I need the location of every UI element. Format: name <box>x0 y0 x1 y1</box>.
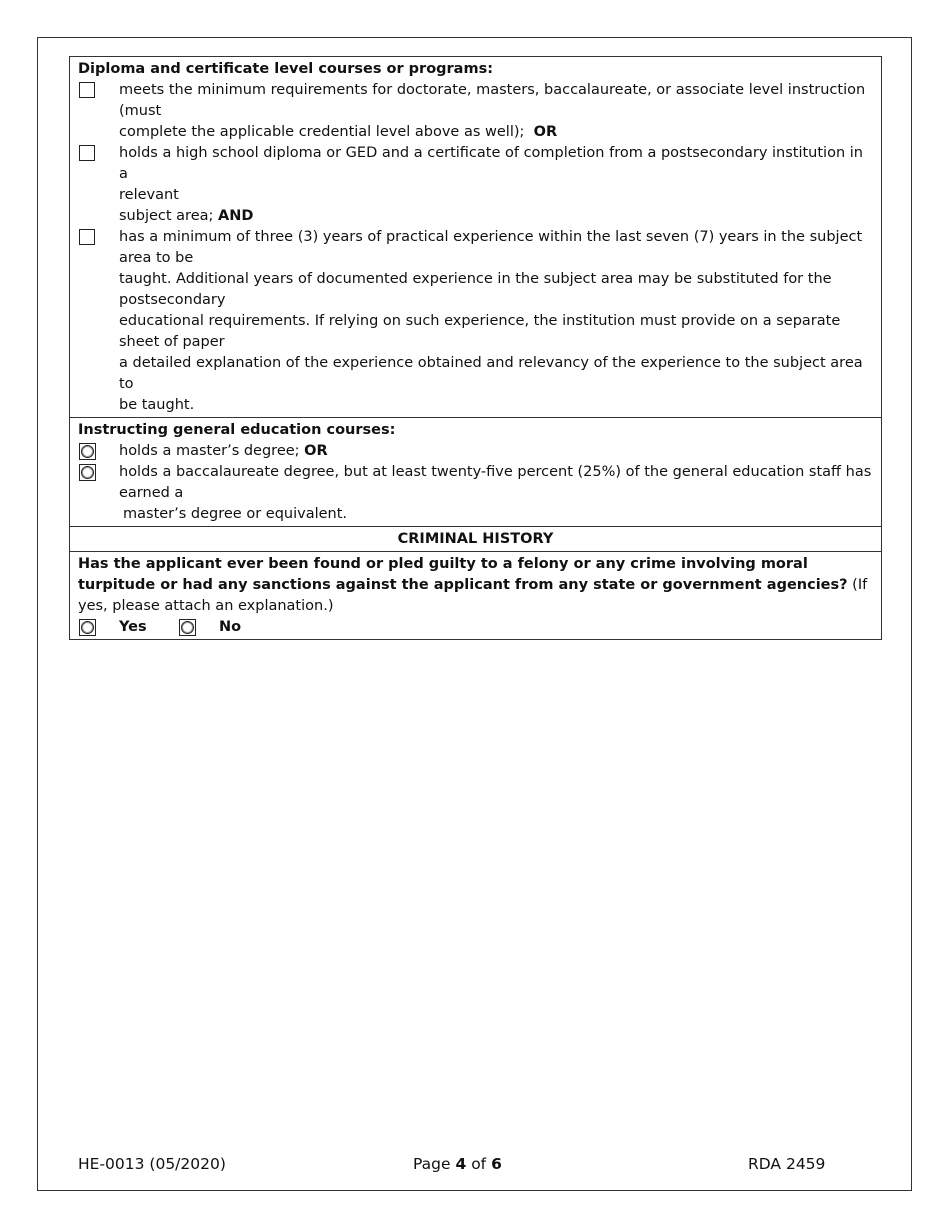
gen-ed-section <box>70 418 881 527</box>
diploma-option-2-line-2: relevant <box>119 187 179 203</box>
footer-page-prefix: Page <box>413 1155 451 1173</box>
diploma-option-1-line-3: complete the applicable credential level above as well); <box>119 124 525 140</box>
gen-ed-option-2 <box>78 462 873 504</box>
gen-ed-option-1-radio[interactable] <box>79 443 96 460</box>
diploma-option-2-checkbox[interactable] <box>79 145 95 161</box>
diploma-option-1-continued <box>78 122 873 143</box>
diploma-option-3-line-6: sheet of paper <box>119 334 225 350</box>
diploma-section <box>70 57 881 418</box>
gen-ed-option-1 <box>78 441 873 462</box>
gen-ed-section-title: Instructing general education courses: <box>78 422 396 438</box>
criminal-history-question: Has the applicant ever been found or pled guilty to a felony or any crime involving moral turpitude or had any sanctions against the applicant from any state or government agencies? <box>78 556 848 593</box>
diploma-option-3-line-7: a detailed explanation of the experience obtained and relevancy of the experience to the subject area to <box>119 355 863 392</box>
criminal-history-question-block <box>78 554 873 617</box>
gen-ed-option-2-line-3: master’s degree or equivalent. <box>123 506 348 522</box>
footer-form-id: HE-0013 (05/2020) <box>78 1155 226 1173</box>
yes-radio[interactable] <box>79 619 96 636</box>
gen-ed-option-1-text: holds a master’s degree; <box>119 443 300 459</box>
footer-page-number <box>413 1155 502 1173</box>
gen-ed-option-2-radio[interactable] <box>79 464 96 481</box>
diploma-option-1-checkbox[interactable] <box>79 82 95 98</box>
diploma-option-3-line-1: has a minimum of three (3) years of practical experience within the last seven (7) years in the subject <box>119 229 863 245</box>
criminal-history-answer-row <box>78 617 873 638</box>
gen-ed-option-2-line-2: earned a <box>119 485 184 501</box>
criminal-history-heading: CRIMINAL HISTORY <box>70 527 881 552</box>
diploma-option-2-conjunction: AND <box>218 208 254 224</box>
diploma-option-1 <box>78 80 873 122</box>
diploma-option-2-continued <box>78 206 873 227</box>
no-radio[interactable] <box>179 619 196 636</box>
diploma-option-3-checkbox[interactable] <box>79 229 95 245</box>
diploma-option-2-line-1: holds a high school diploma or GED and a certificate of completion from a postsecondary institution in a <box>119 145 863 182</box>
gen-ed-option-1-conjunction: OR <box>304 443 328 459</box>
footer-page-total: 6 <box>491 1155 502 1173</box>
gen-ed-option-2-line-1: holds a baccalaureate degree, but at least twenty-five percent (25%) of the general education staff has <box>119 464 872 480</box>
criminal-history-section <box>70 552 881 639</box>
requirements-form <box>69 56 882 640</box>
footer-page-of: of <box>471 1155 487 1173</box>
diploma-option-3-line-2: area to be <box>119 250 194 266</box>
diploma-option-2-line-3: subject area; <box>119 208 214 224</box>
diploma-option-2 <box>78 143 873 206</box>
footer-rda: RDA 2459 <box>748 1155 826 1173</box>
footer-page-current: 4 <box>455 1155 467 1173</box>
diploma-option-1-conjunction: OR <box>533 124 558 140</box>
diploma-option-3 <box>78 227 873 269</box>
diploma-option-1-line-1: meets the minimum requirements for doctorate, masters, baccalaureate, or associate level instruction <box>119 82 866 98</box>
diploma-option-3-line-8: be taught. <box>119 397 195 413</box>
diploma-option-3-line-3: taught. Additional years of documented experience in the subject area may be substituted for the <box>119 271 832 287</box>
no-label: No <box>219 619 242 635</box>
yes-label: Yes <box>119 619 147 635</box>
diploma-option-3-line-5: educational requirements. If relying on such experience, the institution must provide on a separate <box>119 313 841 329</box>
criminal-history-note: (If yes, please attach an explanation.) <box>78 577 868 614</box>
diploma-option-1-line-2: (must <box>119 103 162 119</box>
diploma-option-3-line-4: postsecondary <box>119 292 226 308</box>
diploma-section-title: Diploma and certificate level courses or programs: <box>78 61 494 77</box>
